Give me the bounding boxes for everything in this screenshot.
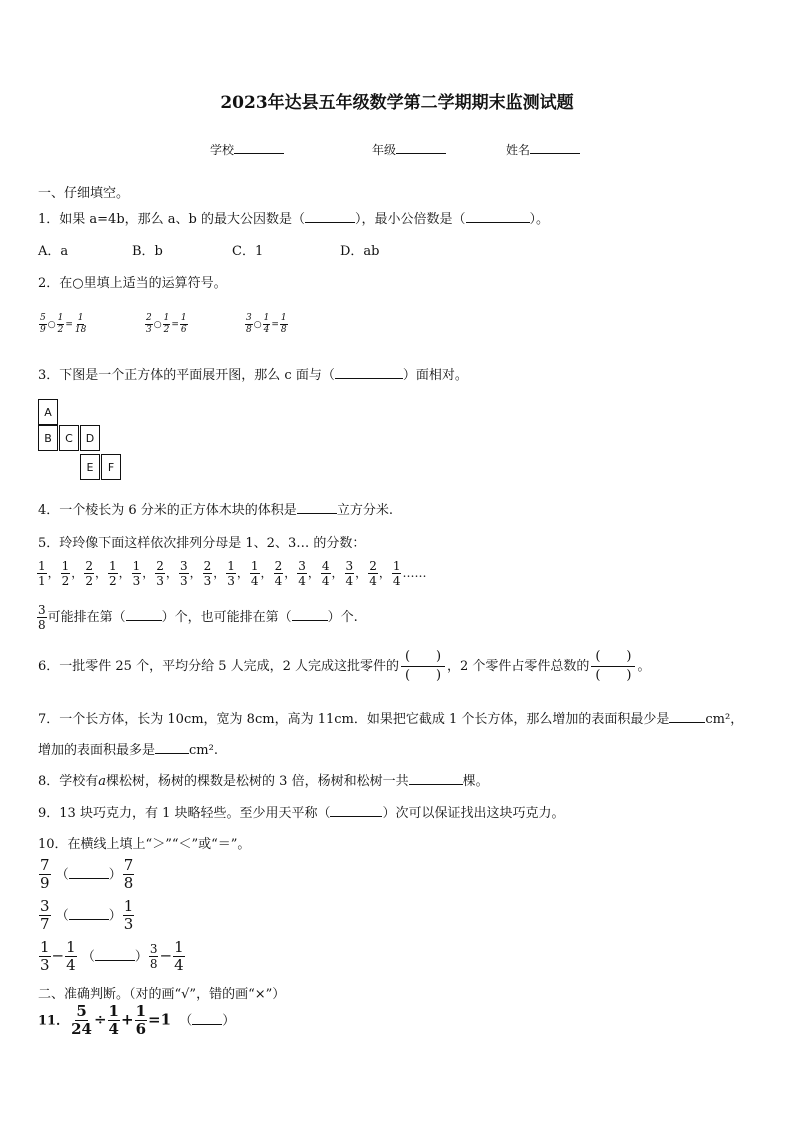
q5-question	[36, 604, 358, 631]
question-2: 2．在○里填上适当的运算符号。	[38, 276, 227, 291]
section-2-heading: 二、准确判断。（对的画“√”，错的画“×”）	[38, 987, 286, 1002]
q9-blank[interactable]	[330, 804, 382, 817]
school-blank[interactable]	[234, 141, 284, 154]
q6-text-post: 。	[637, 659, 651, 674]
q4-text-post: 立方分米.	[336, 503, 393, 518]
sequence-fraction: $\frac{1}{4}$	[250, 559, 259, 588]
q8-text-pre: 8．学校有	[38, 774, 99, 789]
sequence-fraction: $\frac{2}{4}$	[274, 559, 283, 588]
question-3	[38, 364, 468, 383]
q7-text-1: 7．一个长方体，长为 10cm，宽为 8cm，高为 11cm．如果把它截成 1 个长方体，那么增加的表面积最少是	[38, 712, 670, 727]
cube-face-e: E	[80, 454, 100, 480]
fraction: $\frac{3}{7}$	[40, 897, 50, 933]
q5-fraction-sequence: $\frac{1}{1}$ ， $\frac{1}{2}$ ， $\frac{2}{2}$ ， $\frac{1}{2}$ ， $\frac{1}{3}$ ， $\frac{2}{3}$ ， $\frac{3}{3}$ ， $\frac{2}{3}$ ， $\frac{1}{3}$ ， $\frac{1}{4}$ ， $\frac{2}{4}$ ， $\frac{3}{4}$ ， $\frac{4}{4}$ ， $\frac{3}{4}$ ， $\frac{2}{4}$ ， $\frac{1}{4}$ ……	[38, 559, 427, 588]
q1-text-mid: ），最小公倍数是（	[354, 212, 466, 227]
q1-text-post: ）。	[529, 212, 550, 227]
question-5: 5．玲玲像下面这样依次排列分母是 1、2、3… 的分数：	[38, 536, 366, 551]
question-11: 11． $\frac{5}{24}$ ÷ $\frac{1}{4}$ + $\frac{1}{6}$ =1 （ ）	[38, 1002, 236, 1038]
q10-blank-1[interactable]	[69, 866, 109, 879]
sequence-fraction: $\frac{1}{1}$	[38, 559, 46, 588]
q2-expression-3	[244, 314, 289, 335]
q7-unit-1: cm²，	[705, 712, 744, 727]
q10-blank-3[interactable]	[95, 948, 135, 961]
sequence-fraction: $\frac{1}{3}$	[227, 559, 235, 588]
q3-text-pre: 3．下图是一个正方体的平面展开图，那么 c 面与（	[38, 368, 335, 383]
cube-face-a: A	[38, 399, 58, 425]
q5-blank-1[interactable]	[126, 608, 162, 621]
q11-number: 11．	[38, 1013, 70, 1029]
q1-option-c[interactable]: C．1	[232, 244, 264, 259]
grade-blank[interactable]	[396, 141, 446, 154]
fraction: $\frac{1}{2}$	[57, 313, 64, 335]
question-8	[38, 770, 489, 789]
fraction: $\frac{5}{9}$	[40, 313, 46, 335]
q3-text-post: ）面相对。	[402, 368, 468, 383]
question-7-line-2	[38, 739, 218, 758]
fraction: $\frac{1}{4}$	[174, 938, 184, 974]
page-title: 2023年达县五年级数学第二学期期末监测试题	[220, 93, 574, 113]
equals-sign: =	[271, 320, 279, 330]
sequence-fraction: $\frac{3}{3}$	[179, 559, 188, 588]
fraction: $\frac{1}{6}$	[180, 313, 187, 335]
sequence-fraction: $\frac{1}{2}$	[61, 559, 70, 588]
q7-blank-min[interactable]	[669, 710, 705, 723]
q8-blank[interactable]	[409, 772, 463, 785]
grade-label: 年级	[372, 143, 397, 157]
question-1	[38, 208, 549, 227]
fraction: $\frac{1}{3}$	[40, 938, 50, 974]
question-4	[38, 499, 393, 518]
fraction: $\frac{1}{6}$	[135, 1002, 146, 1038]
school-field	[210, 141, 284, 158]
fraction: $\frac{1}{3}$	[123, 897, 134, 933]
q4-blank[interactable]	[297, 501, 337, 514]
q7-blank-max[interactable]	[155, 741, 189, 754]
q11-blank[interactable]	[192, 1012, 222, 1025]
q4-text-pre: 4．一个棱长为 6 分米的正方体木块的体积是	[38, 503, 297, 518]
q10-blank-2[interactable]	[69, 907, 109, 920]
q1-option-a[interactable]: A．a	[38, 244, 69, 259]
fraction: $\frac{7}{9}$	[40, 856, 50, 892]
q7-text-2: 增加的表面积最多是	[38, 743, 156, 758]
q2-expression-2	[144, 314, 189, 335]
sequence-fraction: $\frac{1}{4}$	[392, 559, 401, 588]
equals-sign: =	[171, 320, 179, 330]
q10-row-2: $\frac{3}{7}$ （ ） $\frac{1}{3}$	[40, 897, 134, 933]
fraction: $\frac{3}{8}$	[246, 313, 252, 335]
fraction: $\frac{1}{2}$	[163, 313, 170, 335]
sequence-fraction: $\frac{1}{2}$	[108, 559, 117, 588]
fraction: $\frac{1}{4}$	[66, 938, 76, 974]
equals-sign: =	[65, 320, 73, 330]
operator-circle[interactable]: ○	[47, 320, 56, 330]
sequence-fraction: $\frac{3}{4}$	[345, 559, 354, 588]
school-label: 学校	[210, 143, 235, 157]
question-10: 10．在横线上填上“＞”“＜”或“＝”。	[38, 837, 251, 852]
sequence-fraction: $\frac{4}{4}$	[321, 559, 330, 588]
sequence-fraction: $\frac{2}{3}$	[156, 559, 164, 588]
q6-text-mid: ，2 个零件占零件总数的	[447, 659, 590, 674]
fraction: $\frac{3}{8}$	[38, 603, 46, 632]
q5-text-1: 可能排在第（	[47, 610, 126, 625]
q6-answer-fraction-1[interactable]: $\frac{( )}{( )}$	[401, 648, 445, 685]
fraction: $\frac{1}{4}$	[263, 313, 270, 335]
cube-face-f: F	[101, 454, 121, 480]
sequence-fraction: $\frac{2}{3}$	[203, 559, 212, 588]
q6-answer-fraction-2[interactable]: $\frac{( )}{( )}$	[591, 648, 635, 685]
sequence-ellipsis: ……	[402, 566, 427, 580]
q3-blank[interactable]	[335, 366, 403, 379]
sequence-fraction: $\frac{2}{4}$	[369, 559, 377, 588]
q5-text-3: ）个.	[327, 610, 358, 625]
question-7-line-1	[38, 708, 743, 727]
q5-blank-2[interactable]	[292, 608, 328, 621]
q9-text-post: ）次可以保证找出这块巧克力。	[382, 806, 565, 821]
grade-field	[372, 141, 446, 158]
cube-face-b: B	[38, 425, 58, 451]
name-field	[506, 141, 580, 158]
q6-text-pre: 6．一批零件 25 个，平均分给 5 人完成，2 人完成这批零件的	[38, 659, 400, 674]
name-blank[interactable]	[530, 141, 580, 154]
q1-blank-lcm[interactable]	[466, 210, 530, 223]
fraction: $\frac{1}{18}$	[74, 313, 87, 335]
q1-option-b[interactable]: B．b	[132, 244, 163, 259]
question-9	[38, 802, 565, 821]
sequence-fraction: $\frac{1}{3}$	[132, 559, 141, 588]
question-6	[38, 648, 650, 685]
section-1-heading: 一、仔细填空。	[38, 186, 130, 201]
operator-circle[interactable]: ○	[253, 320, 262, 330]
q11-result: =1	[148, 1010, 172, 1029]
fraction: $\frac{1}{4}$	[108, 1002, 119, 1038]
fraction: $\frac{5}{24}$	[71, 1002, 92, 1038]
q8-text-end: 棵。	[462, 774, 489, 789]
fraction: $\frac{7}{8}$	[123, 856, 134, 892]
q8-variable: a	[98, 774, 107, 789]
q2-expression-1	[38, 314, 88, 335]
q10-row-1: $\frac{7}{9}$ （ ） $\frac{7}{8}$	[40, 856, 134, 892]
q8-text-post: 棵松树，杨树的棵数是松树的 3 倍，杨树和松树一共	[106, 774, 409, 789]
q7-unit-2: cm².	[189, 743, 218, 758]
fraction: $\frac{1}{8}$	[280, 313, 287, 335]
q1-text-pre: 1．如果 a=4b，那么 a、b 的最大公因数是（	[38, 212, 305, 227]
sequence-fraction: $\frac{2}{2}$	[85, 559, 93, 588]
fraction: $\frac{2}{3}$	[146, 313, 152, 335]
q10-row-3: $\frac{1}{3}$ − $\frac{1}{4}$ （ ） $\frac{3}{8}$ − $\frac{1}{4}$	[40, 938, 184, 974]
q5-text-2: ）个，也可能排在第（	[161, 610, 292, 625]
cube-face-d: D	[80, 425, 100, 451]
q1-option-d[interactable]: D．ab	[340, 244, 380, 259]
q9-text-pre: 9．13 块巧克力，有 1 块略轻些。至少用天平称（	[38, 806, 331, 821]
name-label: 姓名	[506, 143, 531, 157]
fraction: $\frac{3}{8}$	[149, 942, 158, 971]
sequence-fraction: $\frac{3}{4}$	[298, 559, 306, 588]
operator-circle[interactable]: ○	[153, 320, 162, 330]
q1-blank-gcd[interactable]	[305, 210, 355, 223]
cube-face-c: C	[59, 425, 79, 451]
